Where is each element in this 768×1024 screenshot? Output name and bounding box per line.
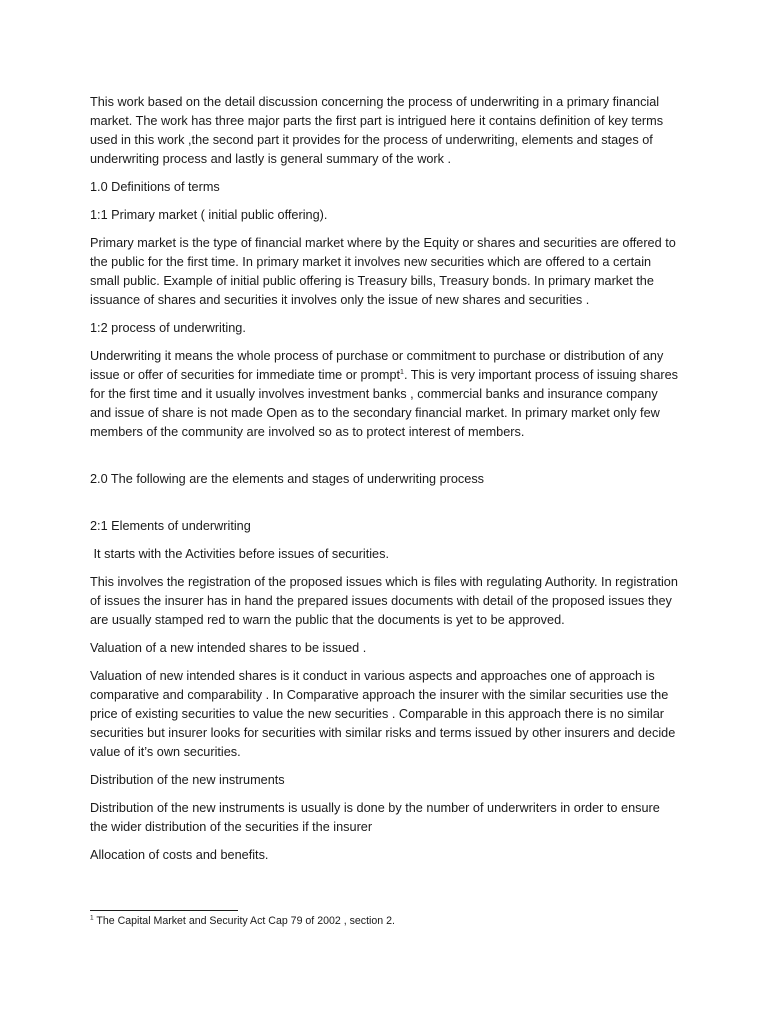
subheading-allocation: Allocation of costs and benefits. [90, 848, 269, 862]
section-heading-elements-stages: 2.0 The following are the elements and stages of underwriting process [90, 472, 485, 486]
underwriting-text-after: . This is very important process of issuing shares for the first time and it usually involves investment banks , commercial banks and insurance company and issue of share is not made Open as to the secondary financial market. In primary market only few members of the community are involved so as to protect interest of members. [90, 368, 679, 439]
document-body [90, 93, 680, 874]
subheading-elements-of-underwriting: 2:1 Elements of underwriting [90, 519, 251, 533]
footnote-number: 1 [90, 914, 94, 922]
primary-market-paragraph: Primary market is the type of financial market where by the Equity or shares and securities are offered to the public for the first time. In primary market it involves new securities which are offered to a certain small public. Example of initial public offering is Treasury bills, Treasury bonds. In primary market the issuance of shares and securities it involves only the issue of new shares and securities . [90, 236, 676, 307]
distribution-paragraph: Distribution of the new instruments is usually is done by the number of underwriters in order to ensure the wider distribution of the securities if the insurer [90, 801, 660, 834]
subheading-primary-market: 1:1 Primary market ( initial public offering). [90, 208, 328, 222]
subheading-process-of-underwriting: 1:2 process of underwriting. [90, 321, 246, 335]
underwriting-text-before: Underwriting it means the whole process of purchase or commitment to purchase or distribution of any issue or offer of securities for immediate time or prompt [90, 349, 664, 382]
intro-paragraph: This work based on the detail discussion concerning the process of underwriting in a primary financial market. The work has three major parts the first part is intrigued here it contains definition of key terms used in this work ,the second part it provides for the process of underwriting, elements and stages of underwriting process and lastly is general summary of the work . [90, 95, 664, 166]
valuation-paragraph: Valuation of new intended shares is it conduct in various aspects and approaches one of approach is comparative and comparability . In Comparative approach the insurer with the similar securities use the price of existing securities to value the new securities . Comparable in this approach there is no similar securities but insurer looks for securities with similar risks and terms issued by other insurers and decide value of it’s own securities. [90, 669, 676, 759]
footnote-separator [90, 910, 238, 911]
footnote [90, 914, 395, 929]
section-heading-definitions: 1.0 Definitions of terms [90, 180, 220, 194]
underwriting-definition-paragraph [90, 347, 680, 442]
subheading-valuation: Valuation of a new intended shares to be issued . [90, 641, 367, 655]
registration-paragraph: This involves the registration of the proposed issues which is files with regulating Authority. In registration of issues the insurer has in hand the prepared issues documents with detail of the proposed issues they are usually stamped red to warn the public that the documents is yet to be approved. [90, 575, 678, 627]
activities-before-issues: It starts with the Activities before issues of securities. [90, 547, 389, 561]
footnote-text: The Capital Market and Security Act Cap 79 of 2002 , section 2. [93, 915, 395, 927]
subheading-distribution: Distribution of the new instruments [90, 773, 285, 787]
footnote-reference[interactable]: 1 [400, 368, 404, 376]
